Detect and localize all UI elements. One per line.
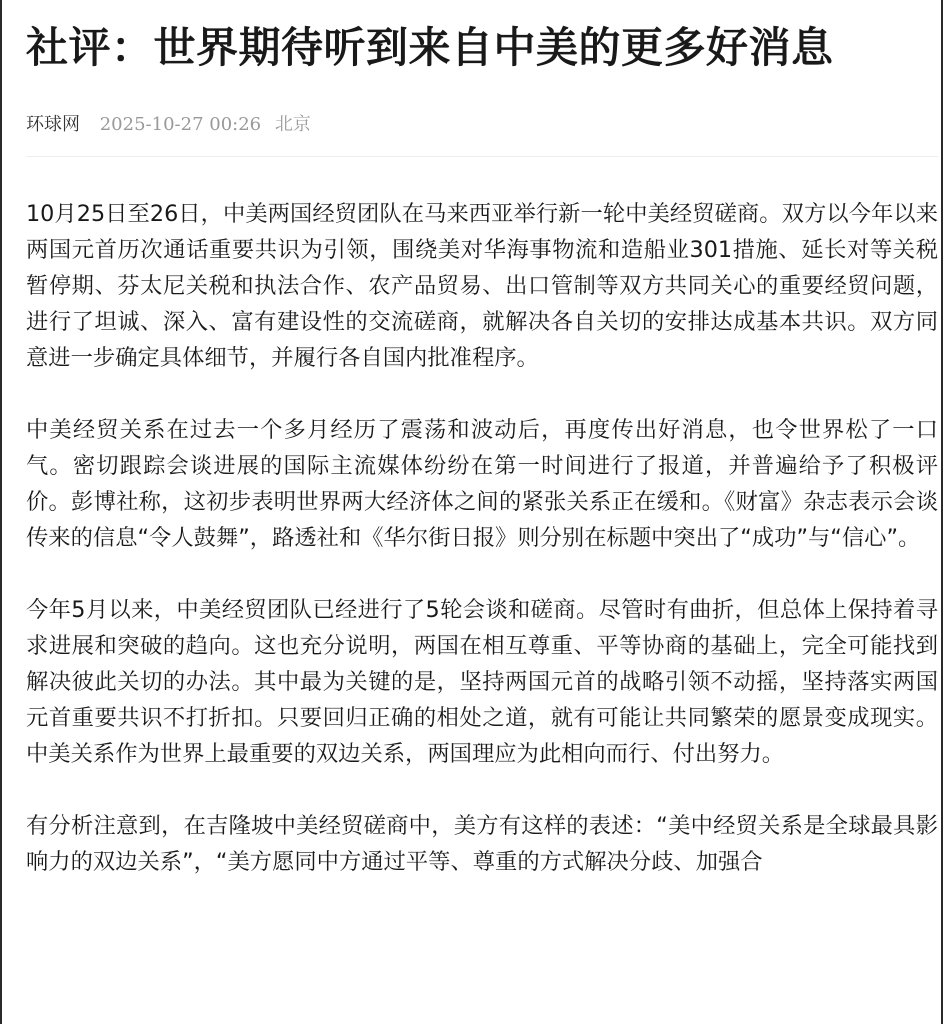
- article-title: 社评：世界期待听到来自中美的更多好消息: [26, 23, 834, 72]
- paragraph-1: 10月25日至26日，中美两国经贸团队在马来西亚举行新一轮中美经贸磋商。双方以今年以来两国元首历次通话重要共识为引领，围绕美对华海事物流和造船业301措施、延长对等关税暂停期、芬太尼关税和执法合作、农产品贸易、出口管制等双方共同关心的重要经贸问题，进行了坦诚、深入、富有建设性的交流磋商，就解决各自关切的安排达成基本共识。双方同意进一步确定具体细节，并履行各自国内批准程序。: [26, 201, 938, 371]
- source-link[interactable]: 环球网: [26, 114, 80, 135]
- meta-divider: [26, 156, 938, 157]
- article: [26, 0, 938, 916]
- paragraph-2: 中美经贸关系在过去一个多月经历了震荡和波动后，再度传出好消息，也令世界松了一口气。密切跟踪会谈进展的国际主流媒体纷纷在第一时间进行了报道，并普遍给予了积极评价。彭博社称，这初步表明世界两大经济体之间的紧张关系正在缓和。《财富》杂志表示会谈传来的信息“令人鼓舞”，路透社和《华尔街日报》则分别在标题中突出了“成功”与“信心”。: [26, 417, 938, 551]
- paragraph-4: 有分析注意到，在吉隆坡中美经贸磋商中，美方有这样的表述：“美中经贸关系是全球最具影响力的双边关系”，“美方愿同中方通过平等、尊重的方式解决分歧、加强合: [26, 813, 938, 875]
- publish-time: 2025-10-27 00:26: [99, 114, 262, 135]
- article-meta: [26, 108, 938, 142]
- publish-location: 北京: [274, 114, 311, 135]
- article-body: [26, 196, 938, 880]
- paragraph-3: 今年5月以来，中美经贸团队已经进行了5轮会谈和磋商。尽管时有曲折，但总体上保持着寻求进展和突破的趋向。这也充分说明，两国在相互尊重、平等协商的基础上，完全可能找到解决彼此关切的办法。其中最为关键的是，坚持两国元首的战略引领不动摇，坚持落实两国元首重要共识不打折扣。只要回归正确的相处之道，就有可能让共同繁荣的愿景变成现实。中美关系作为世界上最重要的双边关系，两国理应为此相向而行、付出努力。: [26, 597, 938, 767]
